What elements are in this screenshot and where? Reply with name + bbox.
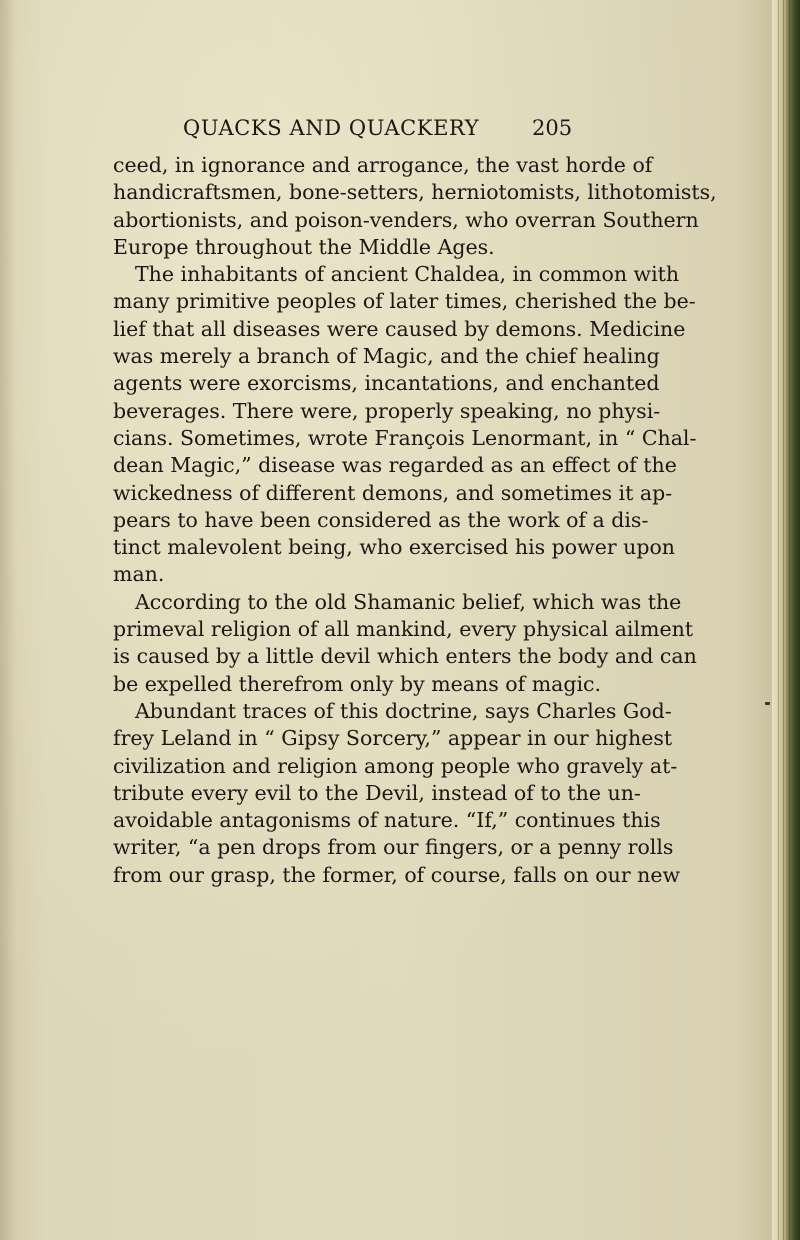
page-number: 205 [532,116,573,140]
text-line: writer, “a pen drops from our fingers, or a penny rolls [113,835,674,860]
text-line: was merely a branch of Magic, and the chief healing [113,344,660,369]
text-line: According to the old Shamanic belief, which was the [135,589,682,614]
text-line: wickedness of different demons, and sometimes it ap- [113,480,673,505]
text-line: be expelled therefrom only by means of magic. [113,671,602,696]
text-line: handicraftsmen, bone-setters, herniotomists, lithotomists, [113,180,717,205]
text-line: abortionists, and poison-venders, who overran Southern [113,207,699,232]
text-line: ceed, in ignorance and arrogance, the vast horde of [113,153,653,177]
text-line: is caused by a little devil which enters the body and can [113,644,697,669]
text-line: agents were exorcisms, incantations, and enchanted [113,371,660,396]
text-line: civilization and religion among people who gravely at- [113,753,678,778]
text-line: cians. Sometimes, wrote François Lenormant, in “ Chal- [113,425,697,450]
text-line: many primitive peoples of later times, cherished the be- [113,289,696,314]
text-line: lief that all diseases were caused by demons. Medicine [113,316,686,341]
book-edge [772,0,800,1240]
text-line: Abundant traces of this doctrine, says Charles God- [135,698,672,723]
running-head: QUACKS AND QUACKERY [183,116,480,140]
body-text [113,152,717,889]
text-line: frey Leland in “ Gipsy Sorcery,” appear in our highest [113,726,673,751]
text-line: man. [113,562,165,587]
text-line: dean Magic,” disease was regarded as an effect of the [113,453,677,478]
text-line: avoidable antagonisms of nature. “If,” continues this [113,808,661,833]
text-line: The inhabitants of ancient Chaldea, in common with [135,262,680,287]
text-line: tinct malevolent being, who exercised his power upon [113,535,676,560]
page-header [0,106,800,146]
text-line: beverages. There were, properly speaking, no physi- [113,398,661,423]
text-line: pears to have been considered as the work of a dis- [113,507,649,532]
text-line: tribute every evil to the Devil, instead of to the un- [113,780,641,805]
ink-speck [765,702,770,705]
text-line: primeval religion of all mankind, every physical ailment [113,617,694,642]
text-line: Europe throughout the Middle Ages. [113,234,495,259]
text-line: from our grasp, the former, of course, falls on our new [113,862,681,887]
